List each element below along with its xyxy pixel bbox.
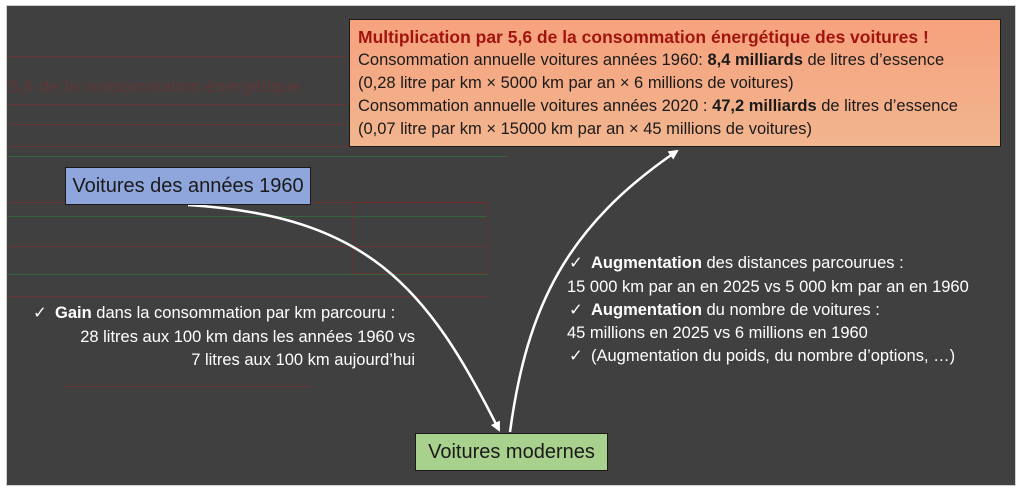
increase-weight-line: ✓ (Augmentation du poids, du nombre d’options, …) [569, 345, 955, 368]
gain-line-3: 7 litres aux 100 km aujourd’hui [191, 351, 415, 369]
gain-line-2: 28 litres aux 100 km dans les années 1960 vs [80, 328, 415, 346]
energy-summary-box [349, 19, 1001, 147]
summary-detail-1960: (0,28 litre par km × 5000 km par an × 6 millions de voitures) [358, 74, 794, 92]
slide [6, 5, 1016, 486]
check-icon: ✓ [569, 254, 583, 272]
summary-title: Multiplication par 5,6 de la consommation énergétique des voitures ! [358, 27, 929, 47]
increase-distance-line: ✓ Augmentation des distances parcourues : [569, 252, 904, 275]
increase-distance-detail: 15 000 km par an en 2025 vs 5 000 km par an en 1960 [567, 278, 969, 296]
summary-line-1960: Consommation annuelle voitures années 1960: 8,4 milliards de litres d’essence [358, 51, 945, 69]
increase-cars-detail: 45 millions en 2025 vs 6 millions en 1960 [567, 324, 868, 342]
gain-line-1: ✓ Gain dans la consommation par km parcouru : [33, 302, 395, 325]
box-modern-cars: Voitures modernes [415, 433, 608, 471]
increase-cars-line: ✓ Augmentation du nombre de voitures : [569, 299, 880, 322]
check-icon: ✓ [569, 301, 583, 319]
ghost-text: 5,6 de la consommation énergétique [9, 77, 302, 96]
summary-detail-2020: (0,07 litre par km × 15000 km par an × 45 millions de voitures) [358, 120, 812, 138]
check-icon: ✓ [569, 347, 583, 365]
box-1960-cars: Voitures des années 1960 [65, 167, 311, 205]
summary-line-2020: Consommation annuelle voitures années 2020 : 47,2 milliards de litres d’essence [358, 97, 958, 115]
check-icon: ✓ [33, 304, 47, 322]
